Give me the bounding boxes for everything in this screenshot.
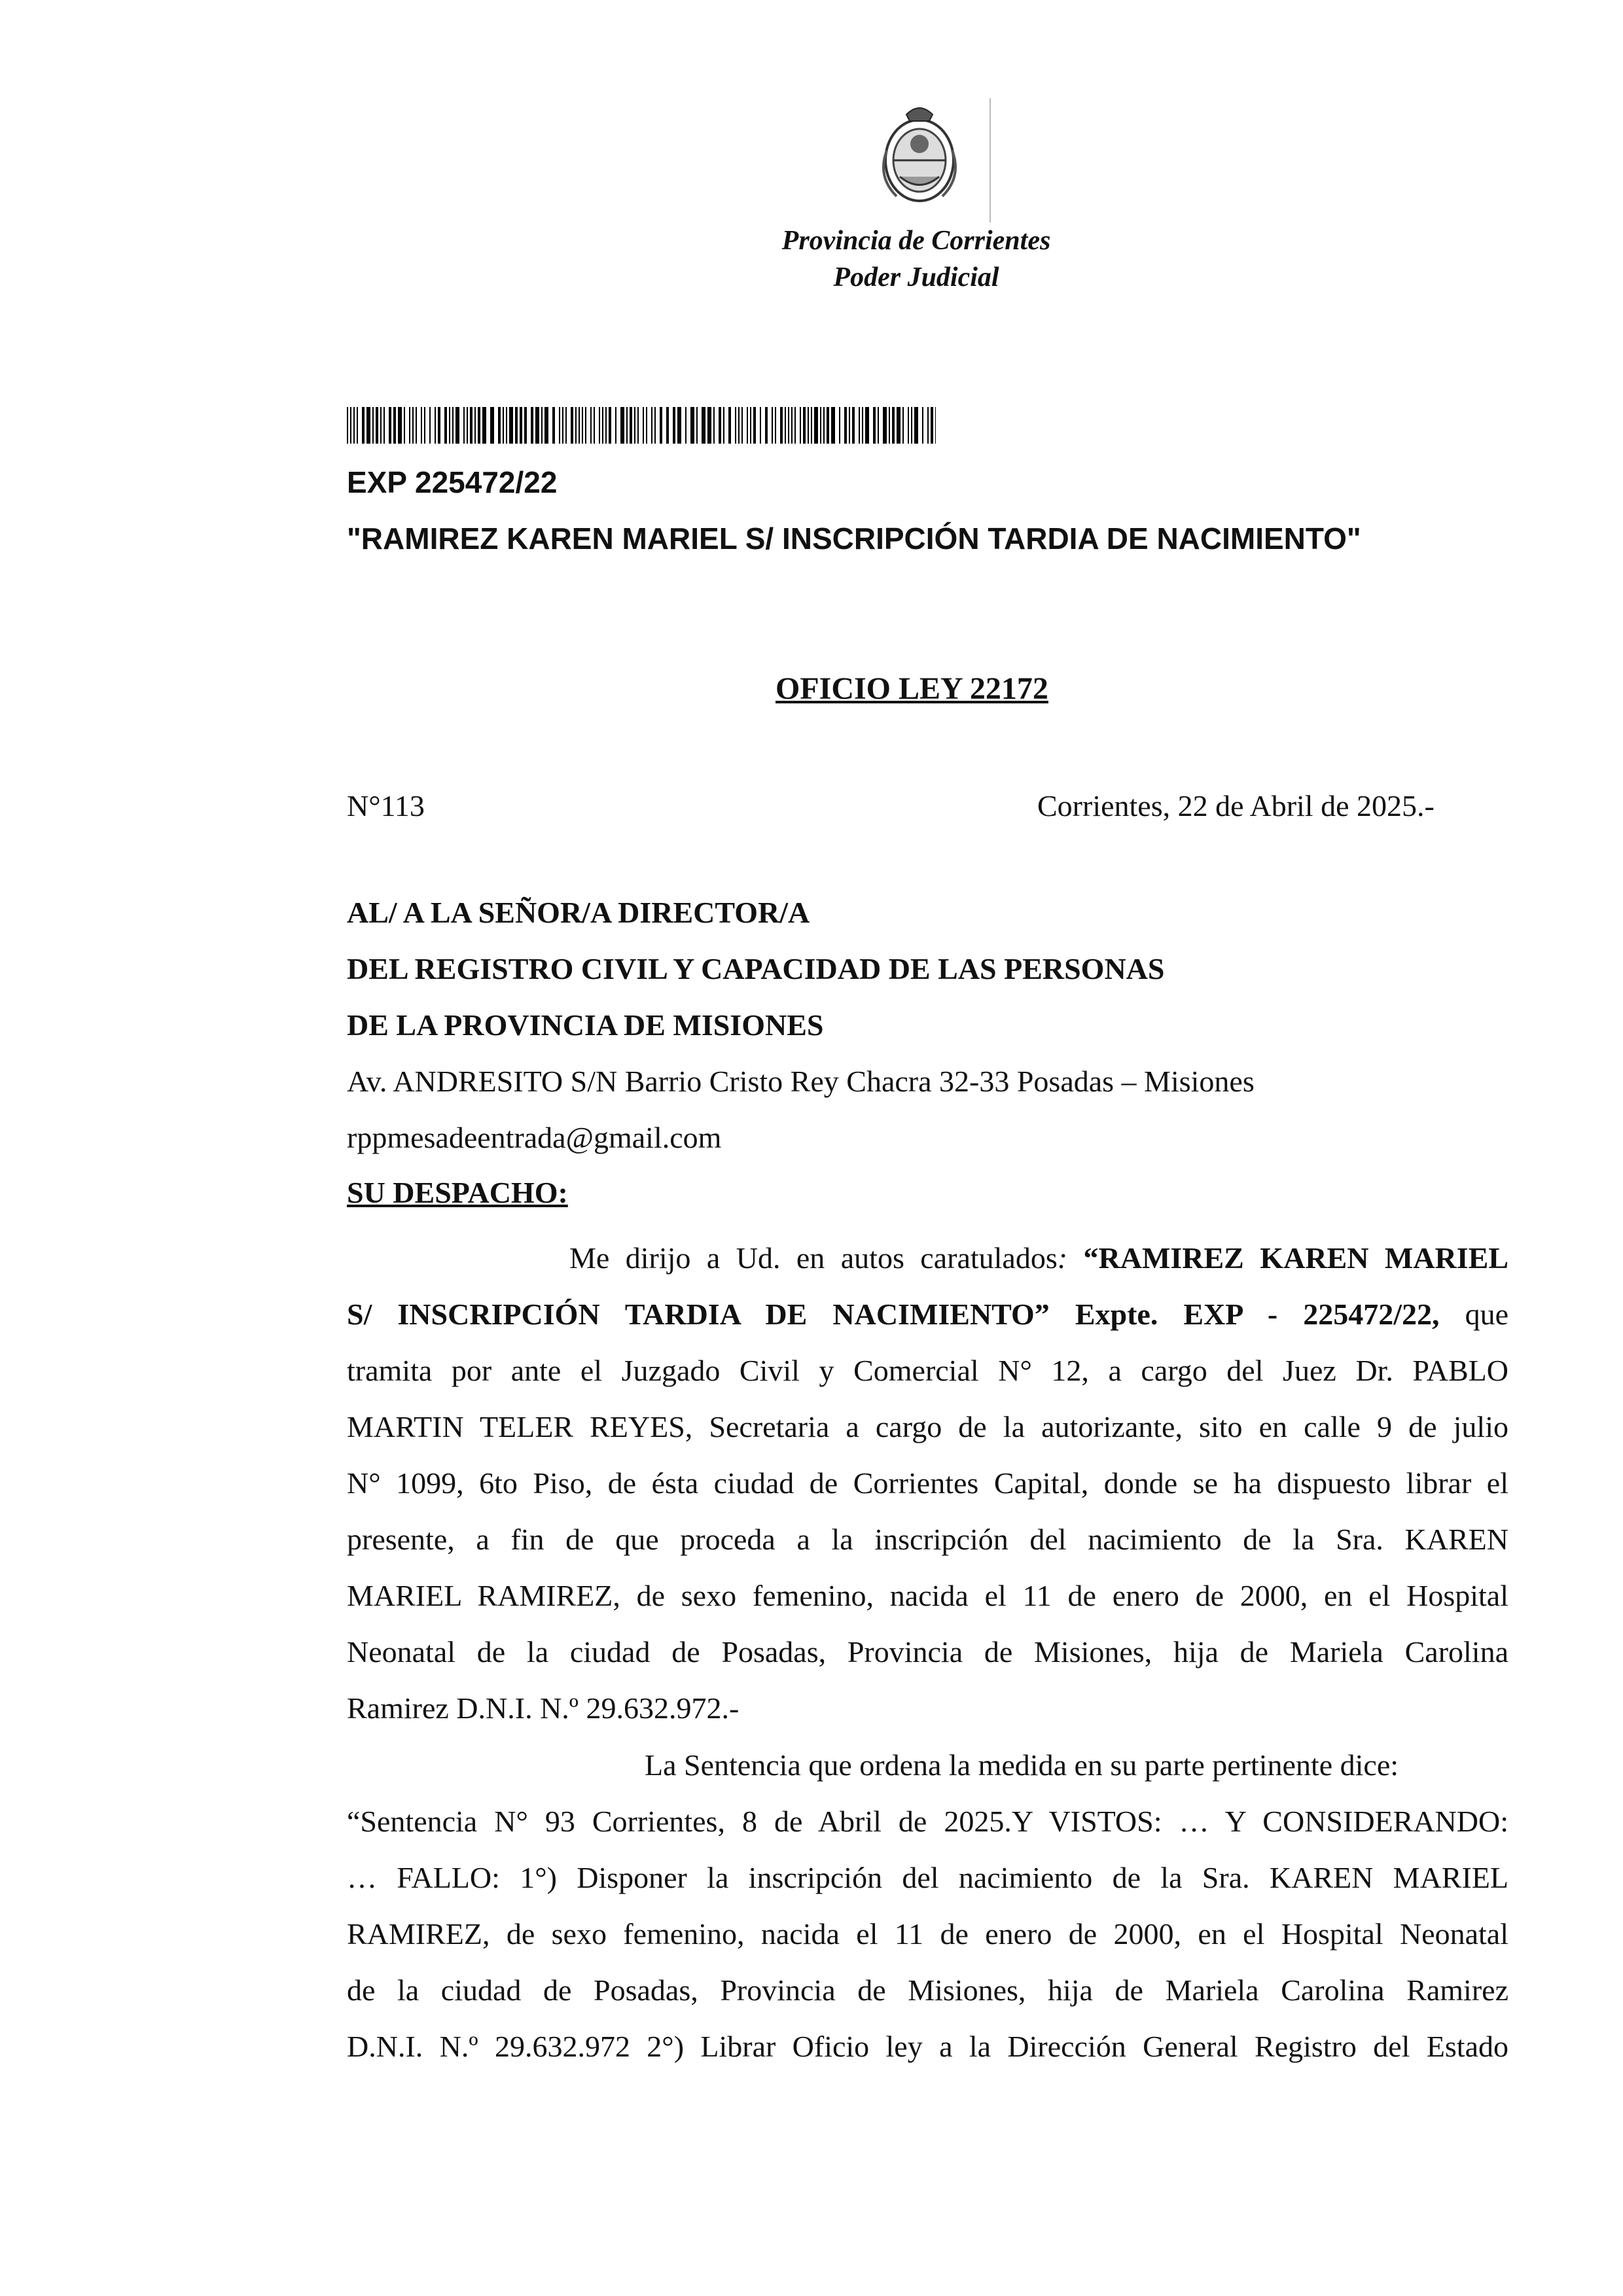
barcode-bar [353,407,355,444]
province-coat-of-arms-icon [870,98,969,209]
barcode-bar [719,407,721,444]
paragraph-line: Ramirez D.N.I. N.º 29.632.972.- [347,1691,740,1725]
judicial-power: Poder Judicial [833,262,999,292]
barcode-bar [765,407,768,444]
barcode-bar [383,407,385,444]
barcode-bar [503,407,504,444]
barcode-bar [393,407,396,444]
barcode-bar [506,407,507,444]
barcode-bar [677,407,681,444]
barcode-bar [366,407,370,444]
barcode-bar [707,407,711,444]
barcode-bar [455,407,459,444]
paragraph-line: “Sentencia N° 93 Corrientes, 8 de Abril de 2025.Y VISTOS: … Y CONSIDERANDO: [347,1805,1508,1838]
barcode-bar [865,407,869,444]
barcode-bar [902,407,904,444]
barcode-bar [435,407,436,444]
barcode [347,407,936,444]
barcode-bar [559,407,560,444]
barcode-bar [775,407,776,444]
barcode-bar [535,407,539,444]
barcode-bar [660,407,662,444]
barcode-bar [791,407,793,444]
barcode-bar [827,407,829,444]
barcode-bar [509,407,513,444]
barcode-bar [772,407,773,444]
barcode-bar [470,407,473,444]
paragraph-line: D.N.I. N.º 29.632.972 2°) Librar Oficio ley a la Dirección General Registro del Estado [347,2030,1508,2063]
barcode-bar [599,407,600,444]
barcode-bar [738,407,740,444]
barcode-bar [562,407,563,444]
barcode-bar [398,407,402,444]
barcode-bar [849,407,850,444]
barcode-bar [594,407,595,444]
barcode-bar [747,407,748,444]
barcode-bar [839,407,840,444]
barcode-bar [935,407,936,444]
barcode-bar [463,407,465,444]
barcode-bar [646,407,647,444]
barcode-bar [452,407,454,444]
barcode-bar [931,407,933,444]
addressee-line-3: DE LA PROVINCIA DE MISIONES [347,1008,824,1042]
barcode-bar [585,407,586,444]
barcode-bar [531,407,533,444]
paragraph-line: tramita por ante el Juzgado Civil y Comercial N° 12, a cargo del Juez Dr. PABLO [347,1354,1508,1387]
barcode-bar [788,407,789,444]
case-caption: "RAMIREZ KAREN MARIEL S/ INSCRIPCIÓN TARDIA DE NACIMIENTO" [347,521,1361,556]
barcode-bar [478,407,480,444]
barcode-bar [637,407,639,444]
barcode-bar [579,407,580,444]
barcode-bar [780,407,783,444]
barcode-bar [630,407,632,444]
barcode-bar [571,407,573,444]
barcode-bar [878,407,879,444]
paragraph-line: RAMIREZ, de sexo femenino, nacida el 11 de enero de 2000, en el Hospital Neonatal [347,1917,1508,1951]
addressee-email: rppmesadeentrada@gmail.com [347,1121,722,1154]
barcode-bar [690,407,694,444]
barcode-bar [416,407,417,444]
barcode-bar [823,407,825,444]
barcode-bar [541,407,543,444]
addressee-address: Av. ANDRESITO S/N Barrio Cristo Rey Chacra 32-33 Posadas – Misiones [347,1065,1255,1098]
barcode-bar [820,407,821,444]
barcode-bar [372,407,374,444]
paragraph-line: MARTIN TELER REYES, Secretaria a cargo de la autorizante, sito en calle 9 de julio [347,1410,1508,1443]
barcode-bar [350,407,351,444]
barcode-bar [914,407,918,444]
barcode-bar [565,407,567,444]
paragraph-line: Me dirijo a Ud. en autos caratulados: “RAMIREZ KAREN MARIEL [569,1241,1508,1275]
paragraph-line: presente, a fin de que proceda a la inscripción del nacimiento de la Sra. KAREN [347,1523,1508,1556]
body-paragraph-2 [347,1737,1508,2075]
barcode-bar [380,407,382,444]
barcode-bar [409,407,410,444]
body-paragraph-1 [347,1230,1508,1737]
barcode-bar [723,407,724,444]
barcode-bar [728,407,731,444]
barcode-bar [859,407,860,444]
barcode-bar [808,407,809,444]
barcode-bar [814,407,818,444]
barcode-bar [800,407,801,444]
barcode-bar [651,407,652,444]
barcode-bar [620,407,624,444]
barcode-bar [602,407,603,444]
paragraph-line: La Sentencia que ordena la medida en su parte pertinente dice: [645,1748,1399,1782]
paragraph-line: N° 1099, 6to Piso, de ésta ciudad de Corrientes Capital, donde se ha dispuesto librar el [347,1466,1508,1500]
barcode-bar [515,407,518,444]
barcode-bar [794,407,796,444]
barcode-bar [615,407,616,444]
barcode-bar [673,407,675,444]
barcode-bar [605,407,607,444]
barcode-bar [347,407,348,444]
barcode-bar [449,407,450,444]
barcode-bar [626,407,628,444]
expediente-number: EXP 225472/22 [347,465,558,499]
barcode-bar [911,407,912,444]
barcode-bar [908,407,909,444]
barcode-bar [897,407,901,444]
barcode-bar [490,407,494,444]
barcode-bar [713,407,715,444]
barcode-bar [862,407,863,444]
barcode-bar [666,407,669,444]
barcode-bar [831,407,835,444]
barcode-bar [685,407,687,444]
barcode-bar [889,407,890,444]
barcode-bar [741,407,743,444]
barcode-bar [524,407,527,444]
barcode-bar [552,407,555,444]
addressee-line-1: AL/ A LA SEÑOR/A DIRECTOR/A [347,896,810,929]
barcode-bar [376,407,378,444]
barcode-bar [760,407,761,444]
barcode-bar [654,407,656,444]
paragraph-line: MARIEL RAMIREZ, de sexo femenino, nacida el 11 de enero de 2000, en el Hospital [347,1579,1508,1612]
oficio-number: N°113 [347,789,425,822]
barcode-bar [520,407,522,444]
barcode-bar [634,407,635,444]
barcode-bar [927,407,929,444]
barcode-bar [852,407,855,444]
barcode-bar [498,407,501,444]
barcode-bar [883,407,887,444]
place-date: Corrientes, 22 de Abril de 2025.- [1037,789,1435,822]
barcode-bar [438,407,440,444]
barcode-bar [467,407,468,444]
barcode-bar [590,407,592,444]
barcode-bar [424,407,425,444]
barcode-bar [421,407,422,444]
paragraph-line: S/ INSCRIPCIÓN TARDIA DE NACIMIENTO” Expte. EXP - 225472/22, que [347,1298,1508,1331]
barcode-bar [362,407,365,444]
barcode-bar [357,407,358,444]
barcode-bar [474,407,476,444]
addressee-line-2: DEL REGISTRO CIVIL Y CAPACIDAD DE LAS PERSONAS [347,952,1165,985]
barcode-bar [702,407,705,444]
barcode-bar [643,407,644,444]
barcode-bar [609,407,611,444]
paragraph-line: de la ciudad de Posadas, Provincia de Misiones, hija de Mariela Carolina Ramirez [347,1973,1508,2007]
barcode-bar [922,407,923,444]
barcode-bar [750,407,751,444]
barcode-bar [696,407,698,444]
paragraph-line: Neonatal de la ciudad de Posadas, Provincia de Misiones, hija de Mariela Carolina [347,1635,1508,1669]
barcode-bar [429,407,431,444]
barcode-bar [412,407,414,444]
barcode-bar [444,407,447,444]
barcode-bar [811,407,812,444]
barcode-bar [389,407,391,444]
barcode-bar [544,407,548,444]
barcode-bar [785,407,786,444]
barcode-bar [582,407,583,444]
barcode-bar [873,407,876,444]
barcode-bar [844,407,847,444]
issuer-header [720,222,1113,296]
barcode-bar [753,407,756,444]
barcode-bar [575,407,577,444]
barcode-bar [482,407,486,444]
su-despacho: SU DESPACHO: [347,1176,568,1209]
barcode-bar [803,407,806,444]
province-name: Provincia de Corrientes [781,226,1051,256]
document-title: OFICIO LEY 22172 [776,671,1048,706]
barcode-bar [735,407,736,444]
paragraph-line: … FALLO: 1°) Disponer la inscripción del nacimiento de la Sra. KAREN MARIEL [347,1861,1508,1894]
barcode-bar [404,407,405,444]
barcode-bar [892,407,895,444]
header-divider [990,98,991,222]
